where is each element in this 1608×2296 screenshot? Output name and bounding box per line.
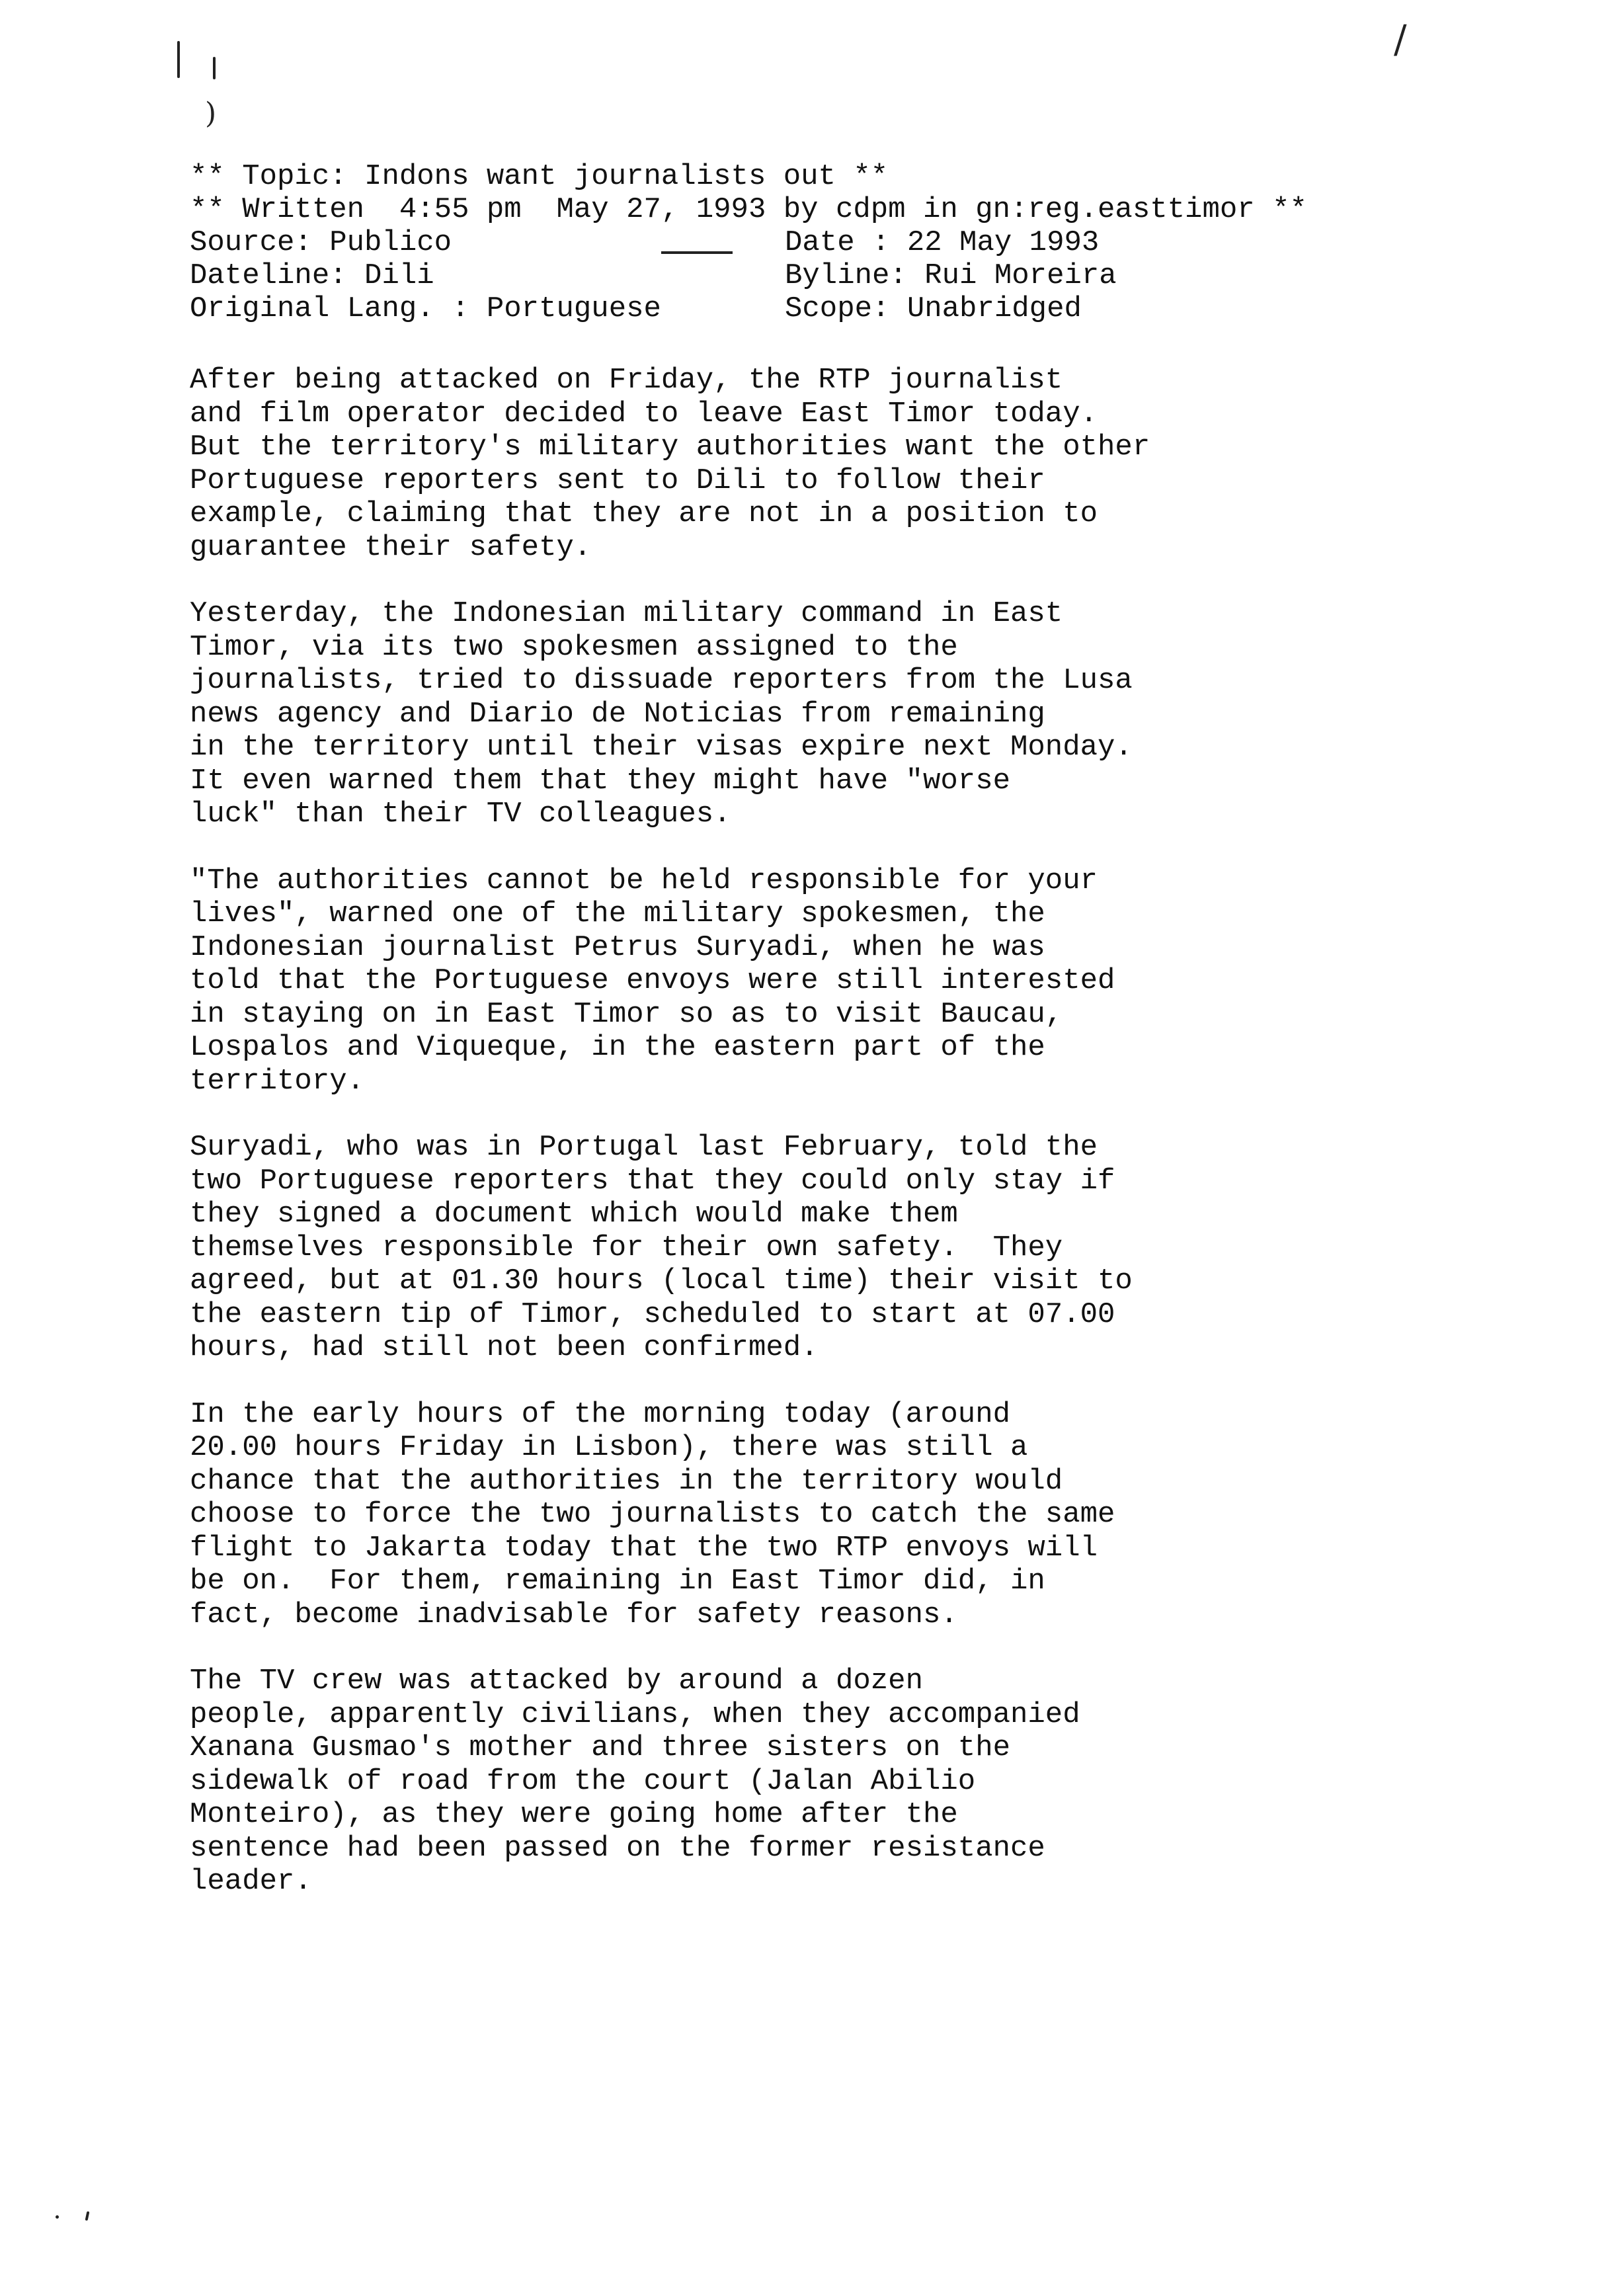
- meta-row-language-scope: [190, 292, 1499, 325]
- paragraph-6: The TV crew was attacked by around a dozen people, apparently civilians, when they accompanied Xanana Gusmao's mother and three sisters on the sidewalk of road from the court (Jalan Abilio Monteiro), as they were going home after the sentence had been passed on the former resistance leader.: [190, 1664, 1080, 1898]
- dateline-field: Dateline: Dili: [190, 259, 434, 292]
- scan-mark-left-1: [177, 41, 180, 78]
- message-header: [190, 160, 1499, 325]
- scan-mark-bottom-left-tick: [85, 2211, 90, 2221]
- article-body: [190, 364, 1367, 1932]
- scan-mark-left-2: [213, 57, 216, 79]
- scan-mark-bottom-left-dot: [56, 2215, 59, 2219]
- paragraph-5: In the early hours of the morning today (around 20.00 hours Friday in Lisbon), there was still a chance that the authorities in the territory would choose to force the two journalists to catch the same flight to Jakarta today that the two RTP envoys will be on. For them, remaining in East Timor did, in fact, become inadvisable for safety reasons.: [190, 1397, 1115, 1631]
- original-language-field: Original Lang. : Portuguese: [190, 292, 661, 325]
- scan-mark-hook: ): [205, 97, 217, 130]
- topic-line: ** Topic: Indons want journalists out **: [190, 160, 889, 193]
- source-field: Source: Publico: [190, 226, 452, 259]
- byline-field: Byline: Rui Moreira: [785, 259, 1117, 292]
- paragraph-2: Yesterday, the Indonesian military command in East Timor, via its two spokesmen assigned to the journalists, tried to dissuade reporters from the Lusa news agency and Diario de Noticias from remaining in the territory until their visas expire next Monday. It even warned them that they might have "worse luck" than their TV colleagues.: [190, 597, 1133, 831]
- paragraph-3: "The authorities cannot be held responsible for your lives", warned one of the military spokesmen, the Indonesian journalist Petrus Suryadi, when he was told that the Portuguese envoys were still interested in staying on in East Timor so as to visit Baucau, Lospalos and Viqueque, in the eastern part of the territory.: [190, 864, 1115, 1098]
- scope-field: Scope: Unabridged: [785, 292, 1082, 325]
- date-field: Date : 22 May 1993: [785, 226, 1100, 259]
- paragraph-4: Suryadi, who was in Portugal last February, told the two Portuguese reporters that they could only stay if they signed a document which would make them themselves responsible for their own safety. They agreed, but at 01.30 hours (local time) their visit to the eastern tip of Timor, scheduled to start at 07.00 hours, had still not been confirmed.: [190, 1131, 1133, 1364]
- meta-row-source-date: [190, 226, 1499, 259]
- paragraph-1: After being attacked on Friday, the RTP journalist and film operator decided to leave East Timor today. But the territory's military authorities want the other Portuguese reporters sent to Dili to follow their example, claiming that they are not in a position to guarantee their safety.: [190, 364, 1150, 564]
- meta-row-dateline-byline: [190, 259, 1499, 292]
- written-line: ** Written 4:55 pm May 27, 1993 by cdpm in gn:reg.easttimor **: [190, 193, 1307, 226]
- scan-mark-top-right: /: [1394, 17, 1407, 62]
